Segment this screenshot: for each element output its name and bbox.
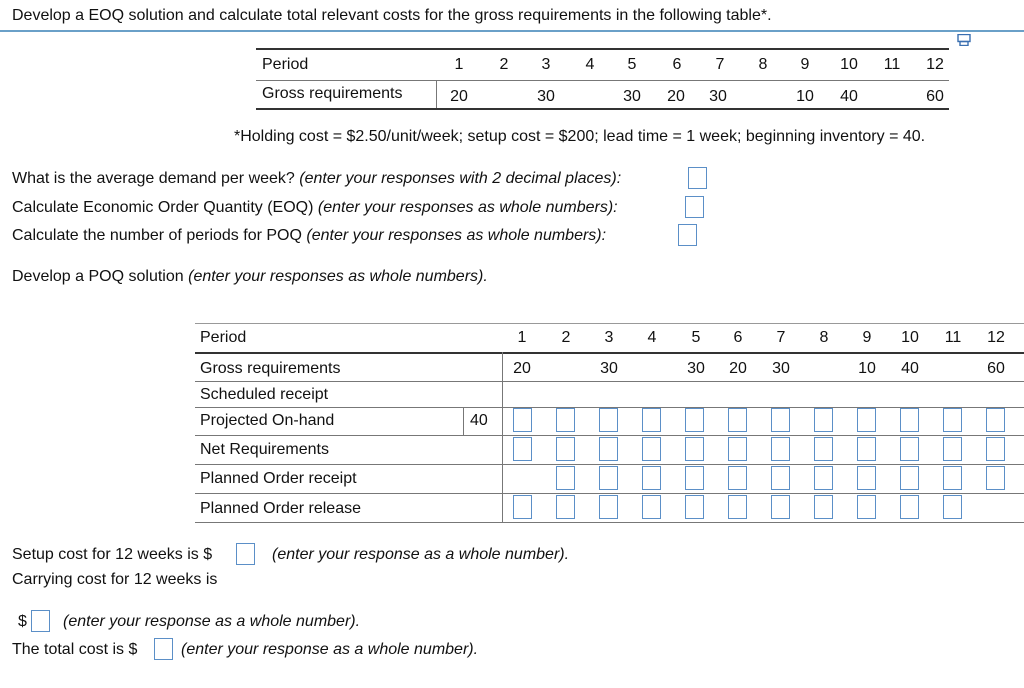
projected-onhand-input[interactable] [685,408,704,432]
question-poq-periods [12,227,606,245]
projected-onhand-input[interactable] [513,408,532,432]
table1-period-label: Period [262,56,309,73]
projected-onhand-input[interactable] [857,408,876,432]
poq-instruction [12,268,488,286]
question-eoq [12,199,618,217]
table1-gross-cell: 60 [926,88,944,105]
net-requirements-input[interactable] [599,437,618,461]
projected-onhand-input[interactable] [728,408,747,432]
net-requirements-input[interactable] [513,437,532,461]
net-requirements-input[interactable] [642,437,661,461]
table1-mid-rule [256,80,949,81]
table2-period-cell: 11 [944,329,962,346]
table1-divider [436,80,437,108]
projected-onhand-input[interactable] [556,408,575,432]
net-requirements-input[interactable] [685,437,704,461]
setup-cost-input[interactable] [236,543,255,565]
table2-onhand-divider [463,407,464,435]
beginning-inventory: 40 [470,412,488,429]
q2-label: Calculate Economic Order Quantity (EOQ) [12,199,314,216]
planned-order-release-input[interactable] [599,495,618,519]
planned-order-release-input[interactable] [943,495,962,519]
table1-gross-cell: 30 [709,88,727,105]
table1-period-cell: 6 [672,56,682,73]
q3-hint: (enter your responses as whole numbers): [306,227,607,244]
table2-rule-3 [195,435,1024,436]
table2-period-cell: 8 [819,329,829,346]
table2-top-rule [195,323,1024,324]
q2-hint: (enter your responses as whole numbers): [317,199,618,216]
row-label-receipt: Planned Order receipt [200,470,357,487]
footnote: *Holding cost = $2.50/unit/week; setup cost = $200; lead time = 1 week; beginning inventory = 40. [234,128,926,145]
table2-period-cell: 5 [691,329,701,346]
planned-order-release-input[interactable] [685,495,704,519]
net-requirements-input[interactable] [814,437,833,461]
table2-period-cell: 4 [647,329,657,346]
table2-gross-cell: 30 [600,360,618,377]
table1-gross-label: Gross requirements [262,85,403,102]
table2-period-cell: 9 [862,329,872,346]
planned-order-receipt-input[interactable] [685,466,704,490]
net-requirements-input[interactable] [728,437,747,461]
table2-period-cell: 10 [901,329,919,346]
carrying-dollar: $ [18,613,27,630]
row-label-net: Net Requirements [200,441,329,458]
projected-onhand-input[interactable] [599,408,618,432]
eoq-input[interactable] [685,196,704,218]
problem-title: Develop a EOQ solution and calculate total relevant costs for the gross requirements in the following table*. [12,7,772,24]
q1-label: What is the average demand per week? [12,170,295,187]
planned-order-receipt-input[interactable] [642,466,661,490]
planned-order-receipt-input[interactable] [943,466,962,490]
net-requirements-input[interactable] [986,437,1005,461]
row-label-period: Period [200,329,247,346]
row-label-onhand: Projected On-hand [200,412,335,429]
table2-gross-cell: 30 [687,360,705,377]
planned-order-release-input[interactable] [728,495,747,519]
net-requirements-input[interactable] [943,437,962,461]
average-demand-input[interactable] [688,167,707,189]
table2-period-cell: 7 [776,329,786,346]
table2-rule-4 [195,464,1024,465]
table2-gross-cell: 20 [729,360,747,377]
table2-gross-cell: 10 [858,360,876,377]
planned-order-receipt-input[interactable] [857,466,876,490]
planned-order-receipt-input[interactable] [986,466,1005,490]
planned-order-release-input[interactable] [513,495,532,519]
table2-gross-cell: 30 [772,360,790,377]
question-average-demand [12,170,621,188]
planned-order-receipt-input[interactable] [814,466,833,490]
table1-period-cell: 8 [758,56,768,73]
table1-period-cell: 5 [627,56,637,73]
planned-order-release-input[interactable] [900,495,919,519]
planned-order-receipt-input[interactable] [599,466,618,490]
setup-cost-label: Setup cost for 12 weeks is $ [12,546,213,563]
table2-period-cell: 3 [604,329,614,346]
table2-header-rule [195,352,1024,354]
table1-period-cell: 2 [499,56,509,73]
q1-hint: (enter your responses with 2 decimal places): [299,170,622,187]
table2-main-divider [502,352,503,522]
planned-order-release-input[interactable] [556,495,575,519]
table2-gross-cell: 40 [901,360,919,377]
table2-period-cell: 2 [561,329,571,346]
planned-order-receipt-input[interactable] [900,466,919,490]
projected-onhand-input[interactable] [642,408,661,432]
planned-order-receipt-input[interactable] [771,466,790,490]
carrying-cost-input[interactable] [31,610,50,632]
projected-onhand-input[interactable] [986,408,1005,432]
table1-gross-cell: 20 [667,88,685,105]
projected-onhand-input[interactable] [943,408,962,432]
row-label-release: Planned Order release [200,500,361,517]
table1-gross-cell: 10 [796,88,814,105]
net-requirements-input[interactable] [900,437,919,461]
table1-period-cell: 4 [585,56,595,73]
table2-gross-cell: 60 [987,360,1005,377]
planned-order-receipt-input[interactable] [728,466,747,490]
net-requirements-input[interactable] [857,437,876,461]
net-requirements-input[interactable] [556,437,575,461]
planned-order-release-input[interactable] [857,495,876,519]
table1-period-cell: 10 [840,56,858,73]
table1-period-cell: 1 [454,56,464,73]
table1-gross-cell: 40 [840,88,858,105]
net-requirements-input[interactable] [771,437,790,461]
table2-bottom-rule [195,522,1024,523]
poq-hint: (enter your responses as whole numbers). [188,268,488,285]
table2-period-cell: 1 [517,329,527,346]
table1-gross-cell: 30 [623,88,641,105]
total-cost-label: The total cost is $ [12,641,138,658]
table2-period-cell: 6 [733,329,743,346]
table2-rule-1 [195,381,1024,382]
table2-period-cell: 12 [987,329,1005,346]
planned-order-release-input[interactable] [814,495,833,519]
table1-bottom-rule [256,108,949,110]
planned-order-receipt-input[interactable] [556,466,575,490]
table1-gross-cell: 20 [450,88,468,105]
table2-rule-5 [195,493,1024,494]
carrying-cost-label: Carrying cost for 12 weeks is [12,571,218,588]
setup-cost-hint: (enter your response as a whole number). [272,546,570,563]
row-label-scheduled: Scheduled receipt [200,386,329,403]
print-icon[interactable] [956,34,972,46]
table1-period-cell: 11 [883,56,901,73]
poq-periods-input[interactable] [678,224,697,246]
total-cost-input[interactable] [154,638,173,660]
table1-period-cell: 12 [926,56,944,73]
table2-gross-cell: 20 [513,360,531,377]
table1-gross-cell: 30 [537,88,555,105]
projected-onhand-input[interactable] [771,408,790,432]
row-label-gross: Gross requirements [200,360,341,377]
planned-order-release-input[interactable] [642,495,661,519]
planned-order-release-input[interactable] [771,495,790,519]
q3-label: Calculate the number of periods for POQ [12,227,302,244]
projected-onhand-input[interactable] [814,408,833,432]
table1-period-cell: 3 [541,56,551,73]
table1-top-rule [256,48,949,50]
table1-period-cell: 9 [800,56,810,73]
carrying-cost-hint: (enter your response as a whole number). [63,613,361,630]
total-cost-hint: (enter your response as a whole number). [181,641,479,658]
projected-onhand-input[interactable] [900,408,919,432]
poq-label: Develop a POQ solution [12,268,184,285]
table1-period-cell: 7 [715,56,725,73]
header-divider [0,30,1024,32]
